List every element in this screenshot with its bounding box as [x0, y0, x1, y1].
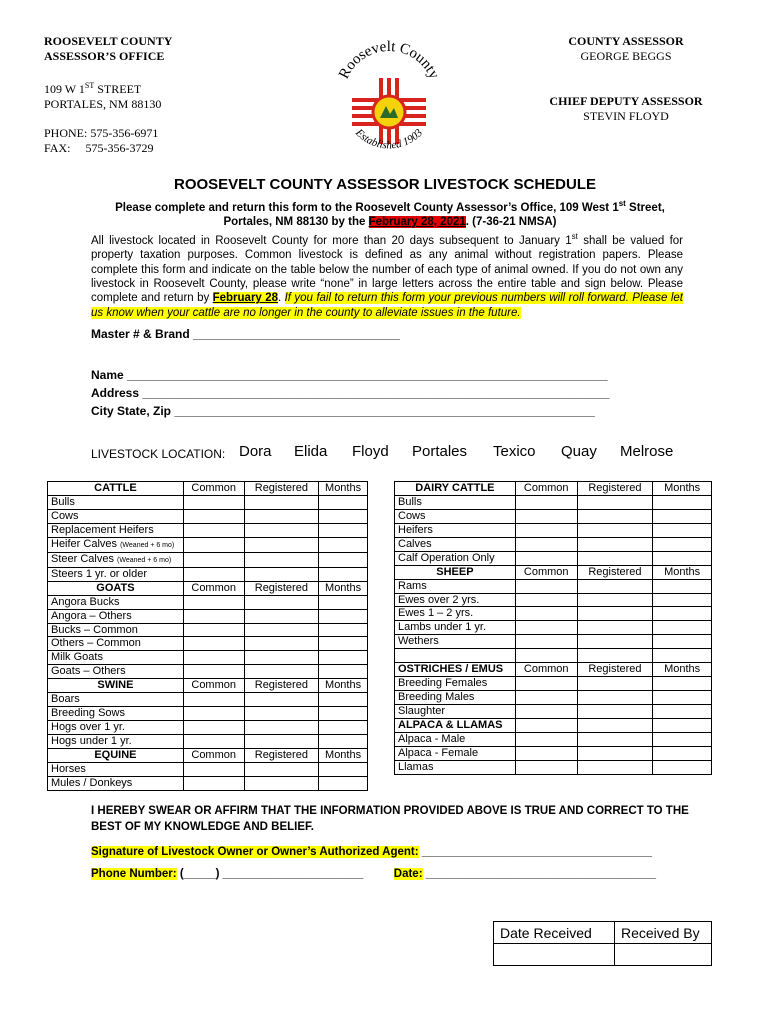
row-label: Hogs under 1 yr.: [48, 735, 184, 749]
input-cell[interactable]: [183, 567, 244, 581]
input-cell[interactable]: [319, 509, 368, 523]
table-row: [395, 607, 712, 621]
instructions-paragraph: All livestock located in Roosevelt County for more than 20 days subsequent to January 1st shall be valued for property taxation purposes. Common livestock is defined as any animal without registration papers. Please complete this form and indicate on the table below the number of each type of animal owned. If you do not own any livestock in Roosevelt County, please write “none” in large letters across the entire table and sign below. Please complete and return by February 28. If you fail to return this form your previous numbers will roll forward. Please let us know when your cattle are no longer in the county to alleviate issues in the future.: [91, 232, 683, 319]
table-row: [48, 693, 368, 707]
row-label: Alpaca - Male: [395, 732, 516, 746]
input-cell[interactable]: [653, 551, 712, 565]
assessor-info: [526, 34, 726, 124]
signature-section: [91, 846, 656, 880]
office-name-line1: ROOSEVELT COUNTY: [44, 34, 173, 48]
input-cell[interactable]: [577, 621, 653, 635]
table-row: [48, 637, 368, 651]
input-cell[interactable]: [515, 635, 577, 649]
table-row: [395, 482, 712, 496]
input-cell[interactable]: [577, 579, 653, 593]
row-label: Bucks – Common: [48, 623, 184, 637]
location-option-dora[interactable]: Dora: [239, 443, 272, 460]
input-cell[interactable]: [319, 651, 368, 665]
county-seal-logo: [330, 26, 448, 166]
input-cell[interactable]: [319, 637, 368, 651]
input-cell[interactable]: [577, 593, 653, 607]
input-cell[interactable]: [319, 552, 368, 567]
alpaca-llamas-header: ALPACA & LLAMAS: [395, 718, 516, 732]
input-cell[interactable]: [577, 760, 653, 774]
table-row: [48, 523, 368, 537]
table-row: [48, 482, 368, 496]
input-cell[interactable]: [653, 677, 712, 691]
input-cell[interactable]: [244, 762, 319, 776]
location-option-portales[interactable]: Portales: [412, 443, 468, 460]
input-cell[interactable]: [577, 691, 653, 705]
input-cell[interactable]: [515, 760, 577, 774]
office-phone: PHONE: 575-356-6971: [44, 126, 159, 140]
input-cell[interactable]: [653, 495, 712, 509]
row-label: Breeding Females: [395, 677, 516, 691]
table-row: [395, 663, 712, 677]
row-label: Steers 1 yr. or older: [48, 567, 184, 581]
input-cell[interactable]: [515, 621, 577, 635]
input-cell[interactable]: [577, 649, 653, 663]
row-label: Calf Operation Only: [395, 551, 516, 565]
input-cell[interactable]: [319, 595, 368, 609]
input-cell[interactable]: [244, 623, 319, 637]
location-option-floyd[interactable]: Floyd: [352, 443, 389, 460]
input-cell[interactable]: [653, 732, 712, 746]
input-cell[interactable]: [319, 721, 368, 735]
input-cell[interactable]: [653, 691, 712, 705]
location-option-elida[interactable]: Elida: [294, 443, 328, 460]
input-cell[interactable]: [577, 607, 653, 621]
col-common: Common: [515, 565, 577, 579]
input-cell[interactable]: [515, 691, 577, 705]
input-cell[interactable]: [319, 693, 368, 707]
col-registered: Registered: [577, 565, 653, 579]
input-cell[interactable]: [183, 523, 244, 537]
assessor-title: COUNTY ASSESSOR: [568, 34, 684, 48]
table-row: [395, 565, 712, 579]
input-cell[interactable]: [577, 551, 653, 565]
input-cell[interactable]: [515, 746, 577, 760]
logo-bottom-text: Established 1903: [353, 126, 425, 152]
col-common: Common: [183, 482, 244, 496]
table-row: [395, 635, 712, 649]
col-months: Months: [319, 679, 368, 693]
col-months: Months: [319, 748, 368, 762]
input-cell[interactable]: [319, 735, 368, 749]
row-label: Alpaca - Female: [395, 746, 516, 760]
row-label: Mules / Donkeys: [48, 776, 184, 790]
table-row: [395, 649, 712, 663]
rollover-warning: If you fail to return this form your previous numbers will roll forward. Please let us know when your cattle are no longer in the county to alleviate issues in the future.: [91, 292, 683, 319]
phone-label: Phone Number:: [91, 868, 177, 880]
input-cell[interactable]: [653, 718, 712, 732]
col-common: Common: [183, 581, 244, 595]
deputy-title: CHIEF DEPUTY ASSESSOR: [549, 94, 703, 108]
input-cell[interactable]: [577, 523, 653, 537]
row-label: Boars: [48, 693, 184, 707]
row-label: Wethers: [395, 635, 516, 649]
received-by-field[interactable]: [615, 944, 712, 966]
input-cell[interactable]: [577, 677, 653, 691]
input-cell[interactable]: [515, 509, 577, 523]
office-use-box: [493, 921, 712, 966]
input-cell[interactable]: [319, 609, 368, 623]
row-label: Hogs over 1 yr.: [48, 721, 184, 735]
location-option-melrose[interactable]: Melrose: [620, 443, 674, 460]
input-cell[interactable]: [653, 523, 712, 537]
sheep-header: SHEEP: [395, 565, 516, 579]
col-months: Months: [653, 482, 712, 496]
input-cell[interactable]: [244, 637, 319, 651]
row-label: Horses: [48, 762, 184, 776]
input-cell[interactable]: [244, 567, 319, 581]
input-cell[interactable]: [515, 593, 577, 607]
row-label: Breeding Sows: [48, 707, 184, 721]
input-cell[interactable]: [183, 637, 244, 651]
input-cell[interactable]: [577, 509, 653, 523]
input-cell[interactable]: [515, 551, 577, 565]
input-cell[interactable]: [653, 705, 712, 719]
received-by-label: Received By: [615, 922, 712, 944]
col-registered: Registered: [244, 679, 319, 693]
input-cell[interactable]: [183, 595, 244, 609]
table-row: [48, 567, 368, 581]
input-cell[interactable]: [515, 579, 577, 593]
table-row: [395, 551, 712, 565]
input-cell[interactable]: [183, 721, 244, 735]
input-cell[interactable]: [244, 707, 319, 721]
row-label: Angora – Others: [48, 609, 184, 623]
row-label: Llamas: [395, 760, 516, 774]
input-cell[interactable]: [577, 705, 653, 719]
row-label: Bulls: [48, 495, 184, 509]
input-cell[interactable]: [515, 718, 577, 732]
date-field[interactable]: ____________________________________: [422, 868, 656, 880]
col-months: Months: [653, 565, 712, 579]
office-city: PORTALES, NM 88130: [44, 97, 162, 111]
table-row: [48, 735, 368, 749]
col-common: Common: [183, 679, 244, 693]
table-row: [48, 748, 368, 762]
table-row: [395, 677, 712, 691]
city-state-zip-field[interactable]: City State, Zip _______________________________________________________________: [91, 404, 595, 418]
input-cell[interactable]: [653, 607, 712, 621]
input-cell[interactable]: [244, 523, 319, 537]
input-cell[interactable]: [577, 732, 653, 746]
input-cell[interactable]: [515, 495, 577, 509]
input-cell[interactable]: [244, 651, 319, 665]
affirmation-statement: I HEREBY SWEAR OR AFFIRM THAT THE INFORMATION PROVIDED ABOVE IS TRUE AND CORRECT TO THE BEST OF MY KNOWLEDGE AND BELIEF.: [91, 805, 689, 833]
office-fax: FAX: 575-356-3729: [44, 141, 154, 155]
due-date-highlight: February 28, 2021: [368, 215, 466, 228]
table-row: [395, 579, 712, 593]
input-cell[interactable]: [653, 509, 712, 523]
input-cell[interactable]: [515, 607, 577, 621]
input-cell[interactable]: [319, 537, 368, 552]
swine-header: SWINE: [48, 679, 184, 693]
input-cell[interactable]: [244, 693, 319, 707]
input-cell[interactable]: [183, 707, 244, 721]
input-cell[interactable]: [319, 623, 368, 637]
input-cell[interactable]: [183, 651, 244, 665]
input-cell[interactable]: [653, 635, 712, 649]
table-row: [48, 537, 368, 552]
col-registered: Registered: [577, 663, 653, 677]
col-months: Months: [653, 663, 712, 677]
input-cell[interactable]: [183, 623, 244, 637]
row-label: Bulls: [395, 495, 516, 509]
input-cell[interactable]: [319, 495, 368, 509]
row-label: Lambs under 1 yr.: [395, 621, 516, 635]
input-cell[interactable]: [577, 495, 653, 509]
signature-label: Signature of Livestock Owner or Owner’s Authorized Agent:: [91, 846, 419, 858]
row-label: Angora Bucks: [48, 595, 184, 609]
input-cell[interactable]: [319, 762, 368, 776]
input-cell[interactable]: [653, 760, 712, 774]
row-label: Ewes 1 – 2 yrs.: [395, 607, 516, 621]
table-row: [395, 621, 712, 635]
dairy-cattle-header: DAIRY CATTLE: [395, 482, 516, 496]
date-received-field[interactable]: [494, 944, 615, 966]
brand-field[interactable]: Master # & Brand _______________________________: [91, 327, 400, 341]
input-cell[interactable]: [515, 705, 577, 719]
cattle-header: CATTLE: [48, 482, 184, 496]
col-months: Months: [319, 581, 368, 595]
input-cell[interactable]: [515, 732, 577, 746]
table-row: [395, 509, 712, 523]
input-cell[interactable]: [244, 509, 319, 523]
input-cell[interactable]: [653, 649, 712, 663]
office-name-line2: ASSESSOR’S OFFICE: [44, 49, 165, 63]
input-cell[interactable]: [577, 718, 653, 732]
input-cell[interactable]: [183, 665, 244, 679]
table-row: [395, 732, 712, 746]
input-cell[interactable]: [244, 552, 319, 567]
input-cell[interactable]: [244, 495, 319, 509]
input-cell[interactable]: [183, 552, 244, 567]
col-registered: Registered: [244, 482, 319, 496]
row-label: Rams: [395, 579, 516, 593]
input-cell[interactable]: [515, 677, 577, 691]
table-row: [48, 762, 368, 776]
input-cell[interactable]: [653, 593, 712, 607]
phone-field[interactable]: (_____) ______________________: [176, 868, 364, 880]
input-cell[interactable]: [653, 579, 712, 593]
row-label: Cows: [395, 509, 516, 523]
date-received-label: Date Received: [494, 922, 615, 944]
row-label: Breeding Males: [395, 691, 516, 705]
goats-header: GOATS: [48, 581, 184, 595]
input-cell[interactable]: [183, 609, 244, 623]
deputy-name: STEVIN FLOYD: [583, 109, 669, 123]
table-row: [395, 537, 712, 551]
office-street: 109 W 1ST STREET: [44, 81, 142, 96]
input-cell[interactable]: [244, 721, 319, 735]
table-row: [48, 623, 368, 637]
row-label: Steer Calves (Weaned + 6 mo): [48, 552, 184, 567]
right-livestock-table: [394, 481, 712, 775]
input-cell[interactable]: [244, 595, 319, 609]
table-row: [48, 509, 368, 523]
input-cell[interactable]: [183, 735, 244, 749]
ostriches-emus-header: OSTRICHES / EMUS: [395, 663, 516, 677]
col-registered: Registered: [244, 581, 319, 595]
blank-cell: [395, 649, 516, 663]
table-row: [395, 691, 712, 705]
left-livestock-table: [47, 481, 368, 791]
name-field[interactable]: Name ________________________________________________________________________: [91, 368, 608, 382]
input-cell[interactable]: [244, 537, 319, 552]
table-row: [395, 495, 712, 509]
input-cell[interactable]: [319, 523, 368, 537]
address-field[interactable]: Address ______________________________________________________________________: [91, 386, 610, 400]
row-label: Slaughter: [395, 705, 516, 719]
assessor-name: GEORGE BEGGS: [580, 49, 672, 63]
table-row: [395, 718, 712, 732]
table-row: [48, 651, 368, 665]
table-row: [395, 705, 712, 719]
equine-header: EQUINE: [48, 748, 184, 762]
table-row: [48, 665, 368, 679]
signature-line[interactable]: Signature of Livestock Owner or Owner’s Authorized Agent: ____________________________________: [91, 846, 653, 858]
col-common: Common: [515, 482, 577, 496]
input-cell[interactable]: [577, 635, 653, 649]
table-row: [48, 776, 368, 790]
input-cell[interactable]: [319, 665, 368, 679]
row-label: Heifer Calves (Weaned + 6 mo): [48, 537, 184, 552]
input-cell[interactable]: [244, 776, 319, 790]
table-row: [395, 746, 712, 760]
col-registered: Registered: [244, 748, 319, 762]
table-row: [48, 707, 368, 721]
instructions-subtitle: Please complete and return this form to the Roosevelt County Assessor’s Office, 109 West 1st Street, Portales, NM 88130 by the February 28, 2021. (7-36-21 NMSA): [115, 199, 665, 228]
logo-top-text: Roosevelt County: [336, 38, 442, 82]
table-row: [48, 721, 368, 735]
location-label: LIVESTOCK LOCATION:: [91, 447, 226, 461]
input-cell[interactable]: [183, 693, 244, 707]
table-row: [48, 581, 368, 595]
location-option-texico[interactable]: Texico: [493, 443, 536, 460]
table-row: [395, 523, 712, 537]
input-cell[interactable]: [244, 609, 319, 623]
table-row: [395, 760, 712, 774]
input-cell[interactable]: [319, 707, 368, 721]
input-cell[interactable]: [183, 537, 244, 552]
input-cell[interactable]: [577, 746, 653, 760]
livestock-location: [91, 443, 691, 463]
table-row: [48, 495, 368, 509]
table-row: [48, 609, 368, 623]
row-label: Cows: [48, 509, 184, 523]
row-label: Others – Common: [48, 637, 184, 651]
input-cell[interactable]: [319, 567, 368, 581]
table-row: [48, 595, 368, 609]
table-row: [395, 593, 712, 607]
input-cell[interactable]: [515, 537, 577, 551]
row-label: Ewes over 2 yrs.: [395, 593, 516, 607]
col-common: Common: [183, 748, 244, 762]
row-label: Calves: [395, 537, 516, 551]
table-row: [48, 552, 368, 567]
input-cell[interactable]: [183, 509, 244, 523]
input-cell[interactable]: [577, 537, 653, 551]
col-months: Months: [319, 482, 368, 496]
row-label: Goats – Others: [48, 665, 184, 679]
table-row: [48, 679, 368, 693]
row-label: Heifers: [395, 523, 516, 537]
date-label: Date:: [393, 868, 423, 880]
input-cell[interactable]: [515, 649, 577, 663]
input-cell[interactable]: [244, 665, 319, 679]
input-cell[interactable]: [653, 746, 712, 760]
col-registered: Registered: [577, 482, 653, 496]
input-cell[interactable]: [183, 762, 244, 776]
row-label: Replacement Heifers: [48, 523, 184, 537]
office-info: [44, 34, 172, 156]
input-cell[interactable]: [183, 495, 244, 509]
input-cell[interactable]: [183, 776, 244, 790]
page-title: ROOSEVELT COUNTY ASSESSOR LIVESTOCK SCHEDULE: [173, 176, 596, 193]
location-option-quay[interactable]: Quay: [561, 443, 597, 460]
col-common: Common: [515, 663, 577, 677]
input-cell[interactable]: [653, 621, 712, 635]
input-cell[interactable]: [319, 776, 368, 790]
input-cell[interactable]: [515, 523, 577, 537]
input-cell[interactable]: [244, 735, 319, 749]
input-cell[interactable]: [653, 537, 712, 551]
row-label: Milk Goats: [48, 651, 184, 665]
